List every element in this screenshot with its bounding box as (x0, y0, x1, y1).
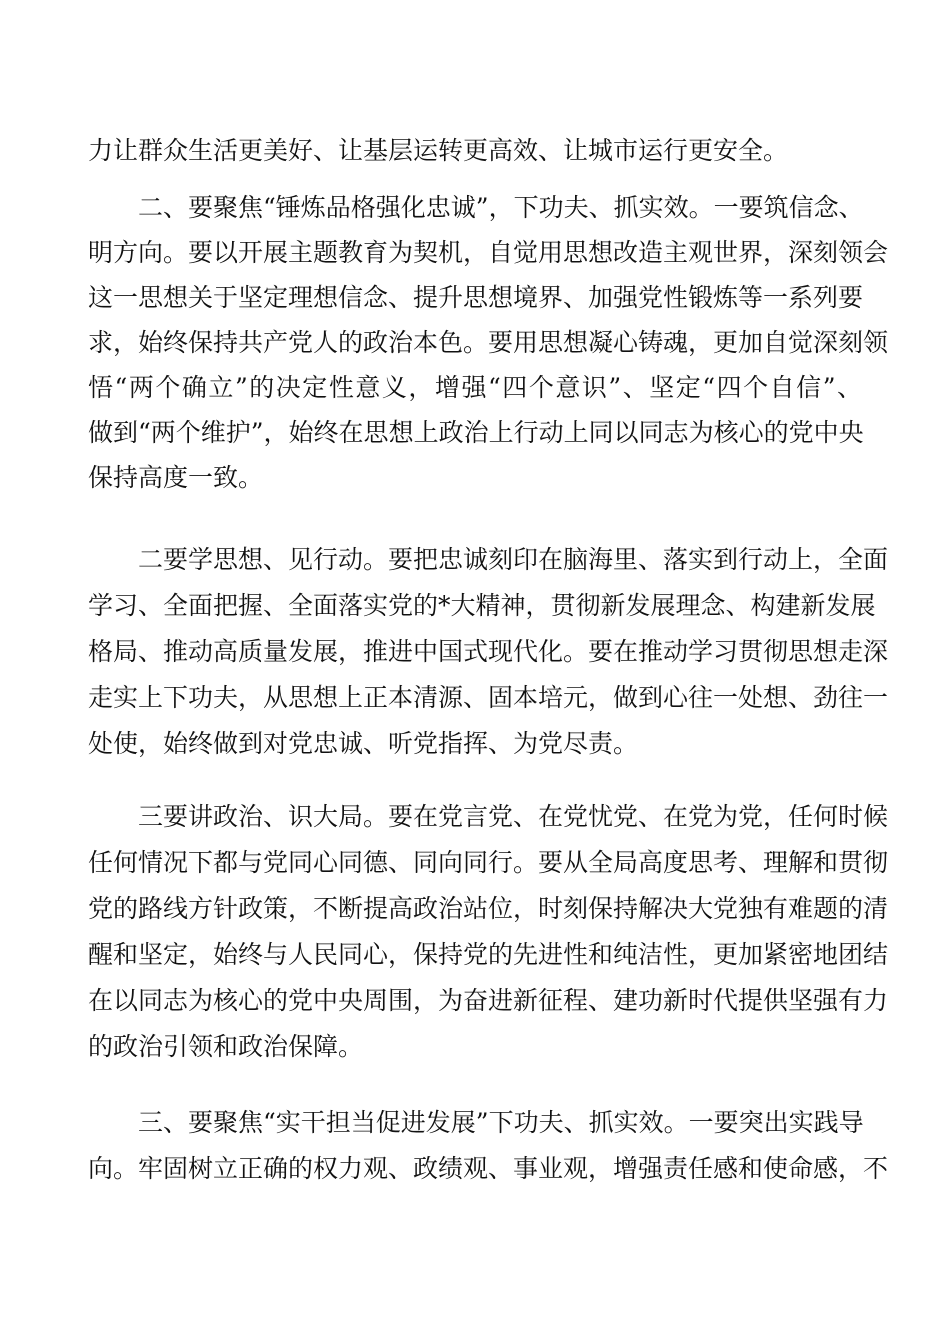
text-line: 走实上下功夫，从思想上正本清源、固本培元，做到心往一处想、劲往一 (88, 683, 889, 712)
text-line: 醒和坚定，始终与人民同心，保持党的先进性和纯洁性，更加紧密地团结 (88, 940, 889, 969)
text-line: 三要讲政治、识大局。要在党言党、在党忧党、在党为党，任何时候 (138, 802, 889, 831)
text-line: 悟“两个确立”的决定性意义，增强“四个意识”、坚定“四个自信”、 (88, 373, 862, 402)
text-line: 做到“两个维护”，始终在思想上政治上行动上同以同志为核心的党中央 (88, 418, 864, 447)
text-line: 任何情况下都与党同心同德、同向同行。要从全局高度思考、理解和贯彻 (88, 848, 889, 877)
text-line: 这一思想关于坚定理想信念、提升思想境界、加强党性锻炼等一系列要 (88, 283, 864, 312)
text-line: 的政治引领和政治保障。 (88, 1032, 364, 1061)
text-line: 三、要聚焦“实干担当促进发展”下功夫、抓实效。一要突出实践导 (138, 1108, 864, 1137)
text-line: 党的路线方针政策，不断提高政治站位，时刻保持解决大党独有难题的清 (88, 894, 889, 923)
text-line: 求，始终保持共产党人的政治本色。要用思想凝心铸魂，更加自觉深刻领 (88, 328, 889, 357)
text-line: 向。牢固树立正确的权力观、政绩观、事业观，增强责任感和使命感，不 (88, 1154, 889, 1183)
text-line: 二、要聚焦“锤炼品格强化忠诚”，下功夫、抓实效。一要筑信念、 (138, 193, 864, 222)
text-line: 处使，始终做到对党忠诚、听党指挥、为党尽责。 (88, 729, 639, 758)
text-line: 力让群众生活更美好、让基层运转更高效、让城市运行更安全。 (88, 136, 789, 165)
text-line: 明方向。要以开展主题教育为契机，自觉用思想改造主观世界，深刻领会 (88, 238, 889, 267)
text-line: 在以同志为核心的党中央周围，为奋进新征程、建功新时代提供坚强有力 (88, 986, 889, 1015)
text-line: 保持高度一致。 (88, 463, 264, 492)
text-line: 格局、推动高质量发展，推进中国式现代化。要在推动学习贯彻思想走深 (88, 637, 889, 666)
text-line: 学习、全面把握、全面落实党的*大精神，贯彻新发展理念、构建新发展 (88, 591, 876, 620)
text-line: 二要学思想、见行动。要把忠诚刻印在脑海里、落实到行动上，全面 (138, 545, 889, 574)
